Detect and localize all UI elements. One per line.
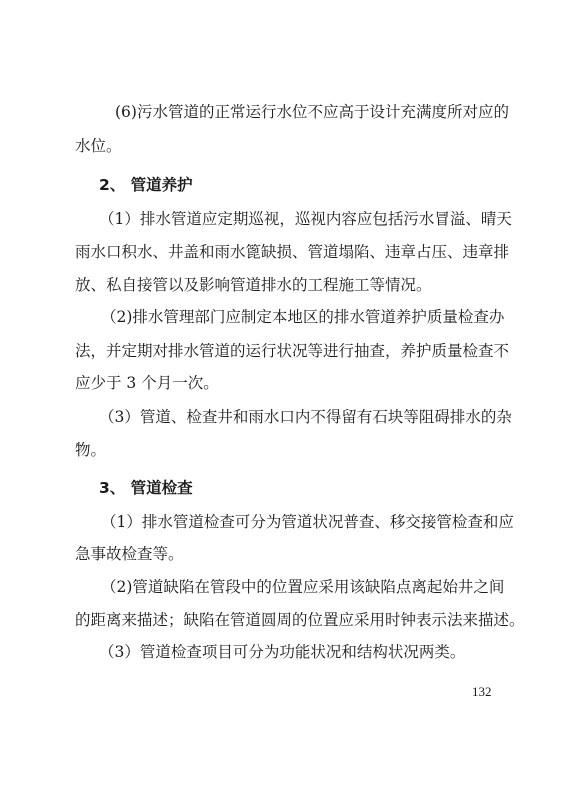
inspection-item-2-line-2: 的距离来描述；缺陷在管道圆周的位置应采用时钟表示法来描述。 — [75, 611, 525, 629]
maintenance-item-2-line-3: 应少于 3 个月一次。 — [75, 374, 219, 392]
paragraph-6-line-2: 水位。 — [75, 137, 122, 155]
maintenance-item-3-line-1: （3）管道、检查井和雨水口内不得留有石块等阻碍排水的杂 — [99, 408, 512, 426]
maintenance-item-2-line-2: 法，并定期对排水管道的运行状况等进行抽查，养护质量检查不 — [75, 342, 510, 360]
inspection-item-1-line-1: （1）排水管道检查可分为管道状况普查、移交接管检查和应 — [101, 513, 514, 531]
paragraph-6-line-1: (6)污水管道的正常运行水位不应高于设计充满度所对应的 — [115, 103, 509, 121]
inspection-item-2-line-1: （2)管道缺陷在管段中的位置应采用该缺陷点离起始井之间 — [101, 578, 505, 596]
maintenance-item-1-line-2: 雨水口积水、井盖和雨水篦缺损、管道塌陷、违章占压、违章排 — [75, 243, 510, 261]
page-number: 132 — [472, 684, 492, 699]
maintenance-item-3-line-2: 物。 — [75, 441, 107, 459]
maintenance-item-2-line-1: （2)排水管理部门应制定本地区的排水管道养护质量检查办 — [101, 308, 505, 326]
inspection-item-3-line-1: （3）管道检查项目可分为功能状况和结构状况两类。 — [99, 643, 466, 661]
maintenance-item-1-line-3: 放、私自接管以及影响管道排水的工程施工等情况。 — [75, 276, 432, 294]
maintenance-item-1-line-1: （1）排水管道应定期巡视，巡视内容应包括污水冒溢、晴天 — [99, 210, 512, 228]
inspection-item-1-line-2: 急事故检查等。 — [75, 545, 184, 563]
section-heading-maintenance: 2、 管道养护 — [99, 176, 193, 194]
section-heading-inspection: 3、 管道检查 — [99, 479, 193, 497]
